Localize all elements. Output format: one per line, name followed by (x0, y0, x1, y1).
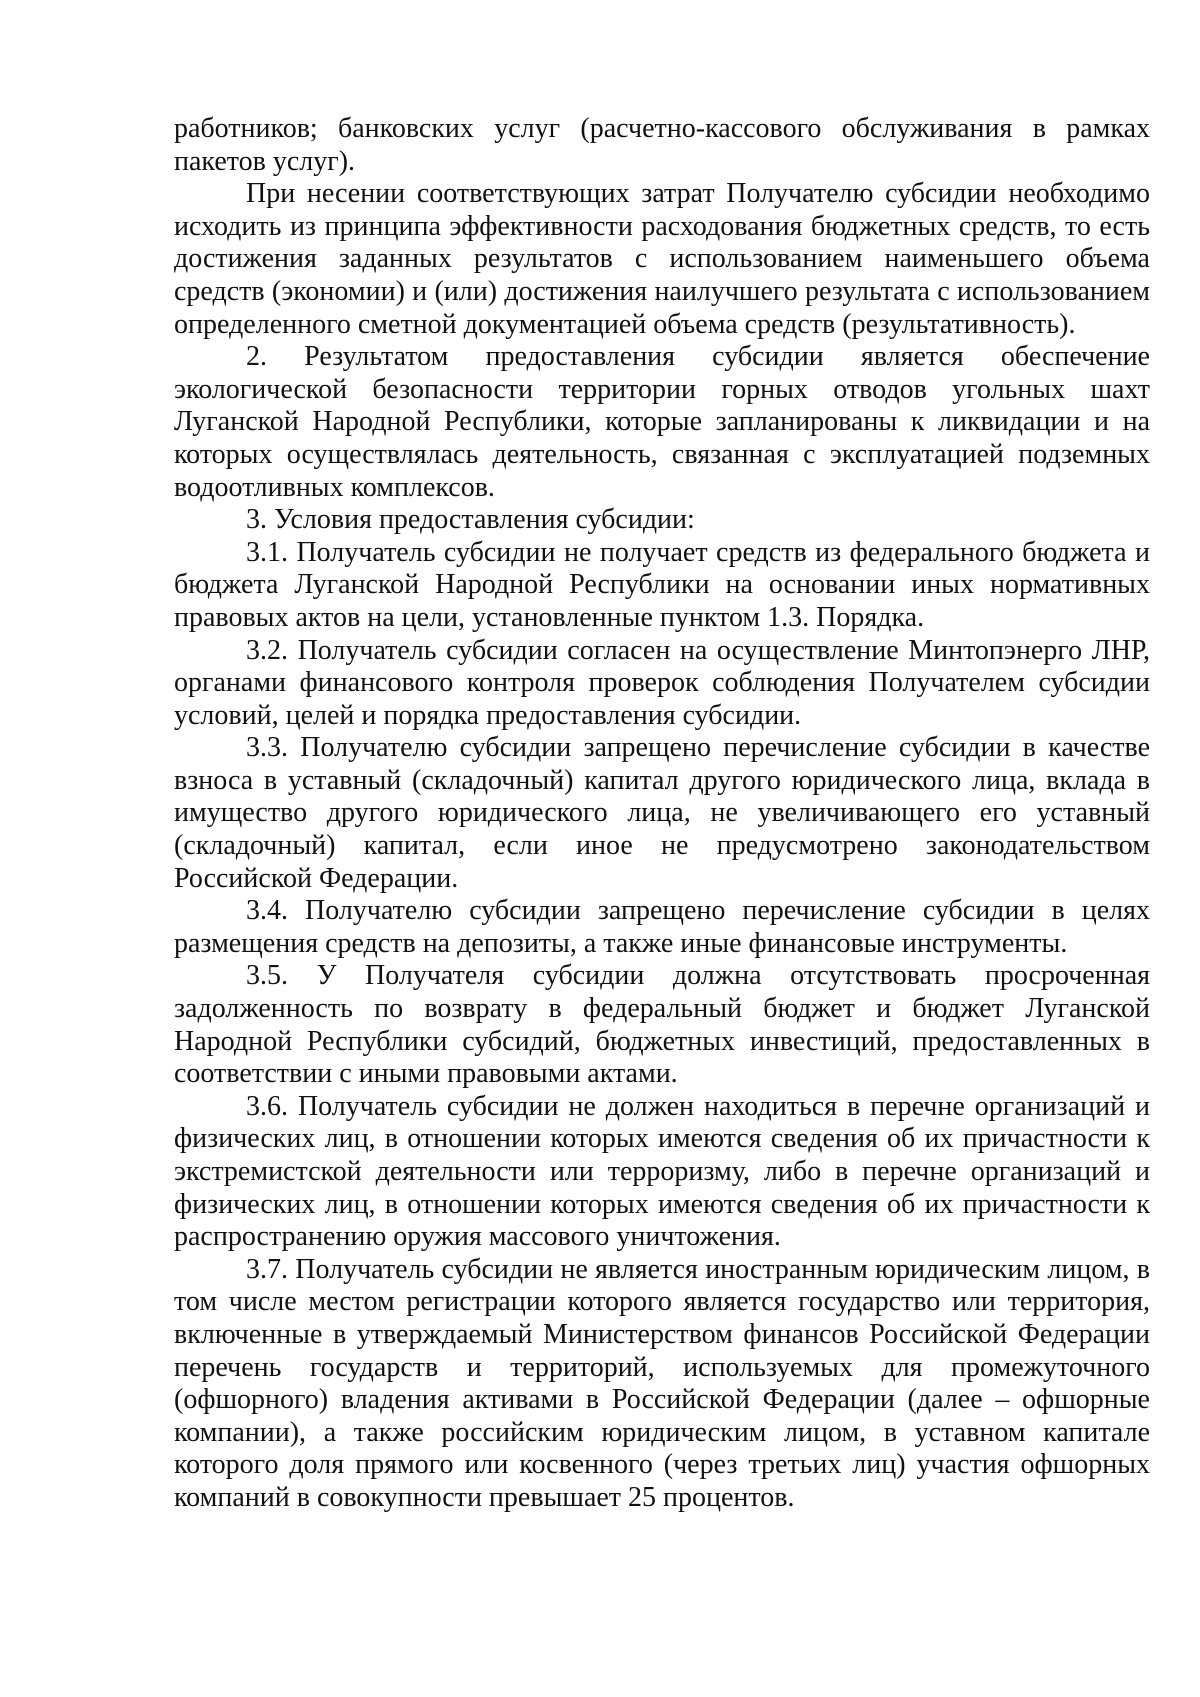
paragraph-item-2-result: 2. Результатом предоставления субсидии является обеспечение экологической безопасности территории горных отводов угольных шахт Луганской Народной Республики, которые запланированы к ликвидации и на которых осуществлялась деятельность, связанная с эксплуатацией подземных водоотливных комплексов. (174, 341, 1150, 503)
paragraph-item-3-7: 3.7. Получатель субсидии не является иностранным юридическим лицом, в том числе местом регистрации которого является государство или территория, включенные в утверждаемый Министерством финансов Российской Федерации перечень государств и территорий, используемых для промежуточного (офшорного) владения активами в Российской Федерации (далее – офшорные компании), а также российским юридическим лицом, в уставном капитале которого доля прямого или косвенного (через третьих лиц) участия офшорных компаний в совокупности превышает 25 процентов. (174, 1253, 1150, 1513)
paragraph-item-3-4: 3.4. Получателю субсидии запрещено перечисление субсидии в целях размещения средств на депозиты, а также иные финансовые инструменты. (174, 895, 1150, 959)
paragraph-item-3-1: 3.1. Получатель субсидии не получает средств из федерального бюджета и бюджета Луганской Народной Республики на основании иных нормативных правовых актов на цели, установленные пунктом 1.3. Порядка. (174, 536, 1150, 633)
paragraph-item-3-heading: 3. Условия предоставления субсидии: (246, 504, 695, 536)
paragraph-continuation: работников; банковских услуг (расчетно-кассового обслуживания в рамках пакетов услуг). (174, 113, 1150, 177)
paragraph-item-3-3: 3.3. Получателю субсидии запрещено перечисление субсидии в качестве взноса в уставный (складочный) капитал другого юридического лица, вклада в имущество другого юридического лица, не увеличивающего его уставный (складочный) капитал, если иное не предусмотрено законодательством Российской Федерации. (174, 732, 1150, 894)
paragraph-item-3-5: 3.5. У Получателя субсидии должна отсутствовать просроченная задолженность по возврату в федеральный бюджет и бюджет Луганской Народной Республики субсидий, бюджетных инвестиций, предоставленных в соответствии с иными правовыми актами. (174, 960, 1150, 1090)
paragraph-item-3-2: 3.2. Получатель субсидии согласен на осуществление Минтопэнерго ЛНР, органами финансового контроля проверок соблюдения Получателем субсидии условий, целей и порядка предоставления субсидии. (174, 634, 1150, 731)
paragraph-item-3-6: 3.6. Получатель субсидии не должен находиться в перечне организаций и физических лиц, в отношении которых имеются сведения об их причастности к экстремистской деятельности или терроризму, либо в перечне организаций и физических лиц, в отношении которых имеются сведения об их причастности к распространению оружия массового уничтожения. (174, 1090, 1150, 1253)
document-body (174, 113, 1150, 1515)
paragraph-cost-principle: При несении соответствующих затрат Получателю субсидии необходимо исходить из принципа эффективности расходования бюджетных средств, то есть достижения заданных результатов с использованием наименьшего объема средств (экономии) и (или) достижения наилучшего результата с использованием определенного сметной документацией объема средств (результативность). (174, 178, 1150, 340)
